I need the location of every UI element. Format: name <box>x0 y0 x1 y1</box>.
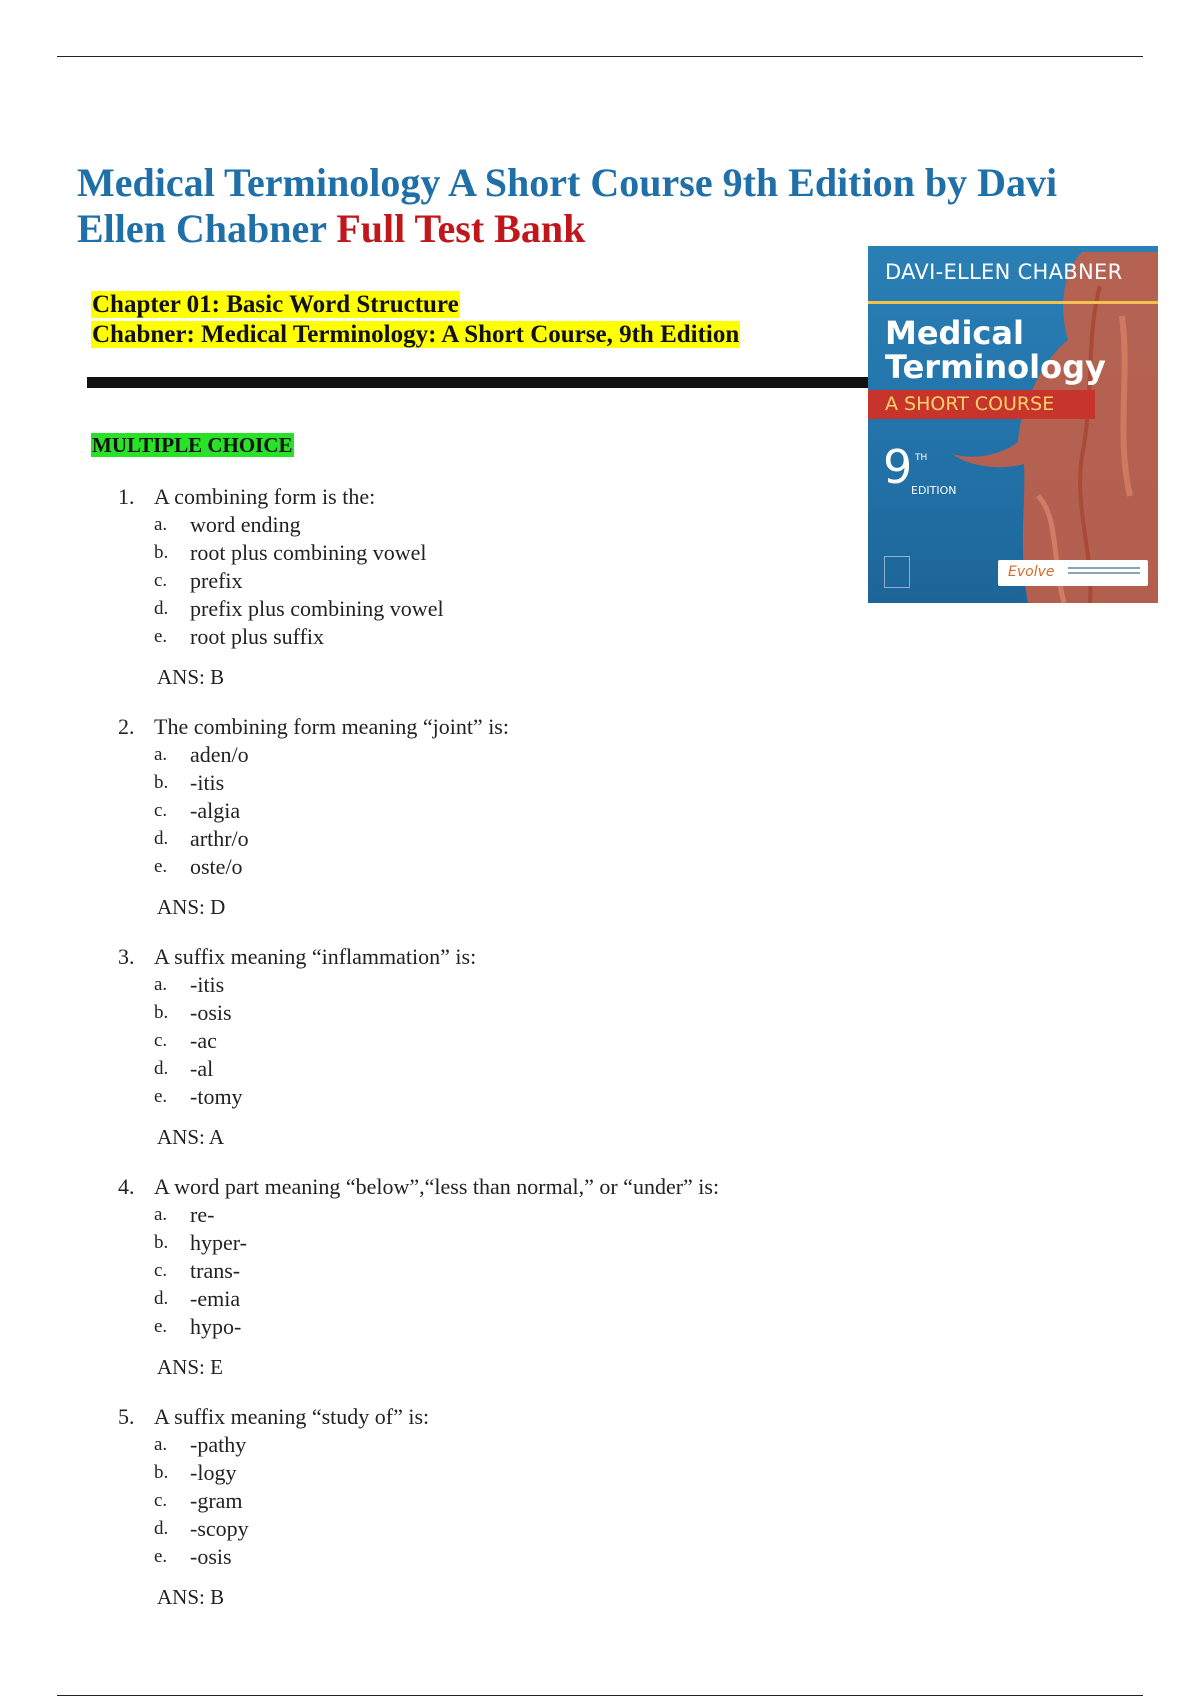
evolve-fine-print <box>1068 567 1140 569</box>
option-list <box>118 1201 818 1341</box>
answer-option <box>154 741 818 769</box>
question-number: 5. <box>118 1404 135 1429</box>
option-text: -osis <box>190 1000 232 1025</box>
cover-title-line-2: Terminology <box>885 348 1106 386</box>
answer-option <box>154 1055 818 1083</box>
option-letter: d. <box>154 1518 169 1539</box>
option-text: word ending <box>190 512 301 537</box>
answer-option <box>154 797 818 825</box>
question-text: The combining form meaning “joint” is: <box>154 714 509 739</box>
option-text: prefix <box>190 568 243 593</box>
option-text: -emia <box>190 1286 241 1311</box>
option-text: hyper- <box>190 1230 247 1255</box>
title-red-part: Full Test Bank <box>336 206 586 251</box>
option-list <box>118 511 818 651</box>
cover-edition-label: EDITION <box>911 484 957 497</box>
answer-option <box>154 999 818 1027</box>
answer-option <box>154 971 818 999</box>
question-item <box>118 1403 818 1611</box>
option-letter: e. <box>154 1316 168 1337</box>
answer-option <box>154 1431 818 1459</box>
option-text: -osis <box>190 1544 232 1569</box>
answer-option <box>154 1083 818 1111</box>
answer-option <box>154 1543 818 1571</box>
top-rule <box>57 56 1143 57</box>
answer-option <box>154 1257 818 1285</box>
answer-key: ANS: D <box>157 895 226 919</box>
question-stem <box>118 943 818 971</box>
question-stem <box>118 713 818 741</box>
answer-option <box>154 567 818 595</box>
answer-option <box>154 1313 818 1341</box>
answer-option <box>154 1229 818 1257</box>
question-list <box>118 483 818 1633</box>
anatomy-figure-illustration <box>868 246 1158 603</box>
question-stem <box>118 483 818 511</box>
question-number: 2. <box>118 714 135 739</box>
option-text: -scopy <box>190 1516 249 1541</box>
option-text: prefix plus combining vowel <box>190 596 444 621</box>
cover-subtitle: A SHORT COURSE <box>868 390 1095 419</box>
option-text: -al <box>190 1056 214 1081</box>
option-letter: d. <box>154 828 169 849</box>
option-text: -tomy <box>190 1084 243 1109</box>
section-label <box>91 433 294 457</box>
option-letter: b. <box>154 772 169 793</box>
option-text: -ac <box>190 1028 217 1053</box>
section-divider <box>87 377 870 388</box>
option-text: root plus combining vowel <box>190 540 427 565</box>
option-list <box>118 971 818 1111</box>
answer-option <box>154 1027 818 1055</box>
option-text: -itis <box>190 770 225 795</box>
option-list <box>118 1431 818 1571</box>
answer-option <box>154 623 818 651</box>
bottom-rule <box>57 1695 1143 1696</box>
answer-option <box>154 595 818 623</box>
answer-option <box>154 1487 818 1515</box>
answer-option <box>154 1285 818 1313</box>
option-letter: c. <box>154 1260 168 1281</box>
option-letter: c. <box>154 800 168 821</box>
option-list <box>118 741 818 881</box>
title-blue-part: Medical Terminology A Short Course 9th Edition by Davi Ellen Chabner <box>77 160 1058 251</box>
answer-key: ANS: B <box>157 665 225 689</box>
option-letter: b. <box>154 1232 169 1253</box>
chapter-line-2: Chabner: Medical Terminology: A Short Course, 9th Edition <box>92 321 740 348</box>
option-letter: b. <box>154 1002 169 1023</box>
option-text: hypo- <box>190 1314 242 1339</box>
cover-title-line-1: Medical <box>885 314 1024 352</box>
answer-option <box>154 539 818 567</box>
option-letter: b. <box>154 542 169 563</box>
cover-edition-number: 9 <box>883 440 913 494</box>
question-text: A combining form is the: <box>154 484 376 509</box>
option-text: arthr/o <box>190 826 249 851</box>
option-text: trans- <box>190 1258 241 1283</box>
answer-key: ANS: E <box>157 1355 223 1379</box>
option-letter: c. <box>154 1490 168 1511</box>
option-text: root plus suffix <box>190 624 325 649</box>
chapter-heading <box>91 290 740 350</box>
question-text: A suffix meaning “study of” is: <box>154 1404 430 1429</box>
option-text: -pathy <box>190 1432 247 1457</box>
cover-title <box>885 316 1106 384</box>
option-letter: d. <box>154 1288 169 1309</box>
answer-option <box>154 825 818 853</box>
document-title <box>77 160 1087 252</box>
option-letter: a. <box>154 1204 168 1225</box>
question-text: A word part meaning “below”,“less than normal,” or “under” is: <box>154 1174 720 1199</box>
question-number: 1. <box>118 484 135 509</box>
question-stem <box>118 1403 818 1431</box>
option-text: -logy <box>190 1460 237 1485</box>
question-item <box>118 713 818 921</box>
question-item <box>118 943 818 1151</box>
question-number: 3. <box>118 944 135 969</box>
option-letter: a. <box>154 514 168 535</box>
answer-option <box>154 1201 818 1229</box>
multiple-choice-label: MULTIPLE CHOICE <box>92 433 293 457</box>
chapter-line-1: Chapter 01: Basic Word Structure <box>92 291 459 318</box>
option-letter: c. <box>154 1030 168 1051</box>
answer-option <box>154 1459 818 1487</box>
cover-edition-suffix: TH <box>915 453 928 463</box>
question-text: A suffix meaning “inflammation” is: <box>154 944 477 969</box>
option-text: -itis <box>190 972 225 997</box>
option-letter: a. <box>154 974 168 995</box>
option-text: -algia <box>190 798 241 823</box>
option-letter: b. <box>154 1462 169 1483</box>
option-letter: a. <box>154 1434 168 1455</box>
book-cover-image <box>868 246 1158 603</box>
option-text: oste/o <box>190 854 243 879</box>
answer-key: ANS: A <box>157 1125 225 1149</box>
option-letter: c. <box>154 570 168 591</box>
option-letter: d. <box>154 598 169 619</box>
answer-option <box>154 769 818 797</box>
option-letter: a. <box>154 744 168 765</box>
question-item <box>118 483 818 691</box>
answer-option <box>154 511 818 539</box>
evolve-label: Evolve <box>1008 564 1055 580</box>
answer-option <box>154 853 818 881</box>
option-text: re- <box>190 1202 215 1227</box>
option-letter: e. <box>154 1546 168 1567</box>
option-text: -gram <box>190 1488 243 1513</box>
question-stem <box>118 1173 818 1201</box>
question-number: 4. <box>118 1174 135 1199</box>
option-letter: e. <box>154 626 168 647</box>
publisher-logo-icon <box>884 556 910 588</box>
option-letter: e. <box>154 856 168 877</box>
option-letter: e. <box>154 1086 168 1107</box>
cover-divider <box>868 301 1158 304</box>
cover-author: DAVI-ELLEN CHABNER <box>885 260 1123 284</box>
answer-key: ANS: B <box>157 1585 225 1609</box>
question-item <box>118 1173 818 1381</box>
answer-option <box>154 1515 818 1543</box>
option-text: aden/o <box>190 742 249 767</box>
option-letter: d. <box>154 1058 169 1079</box>
